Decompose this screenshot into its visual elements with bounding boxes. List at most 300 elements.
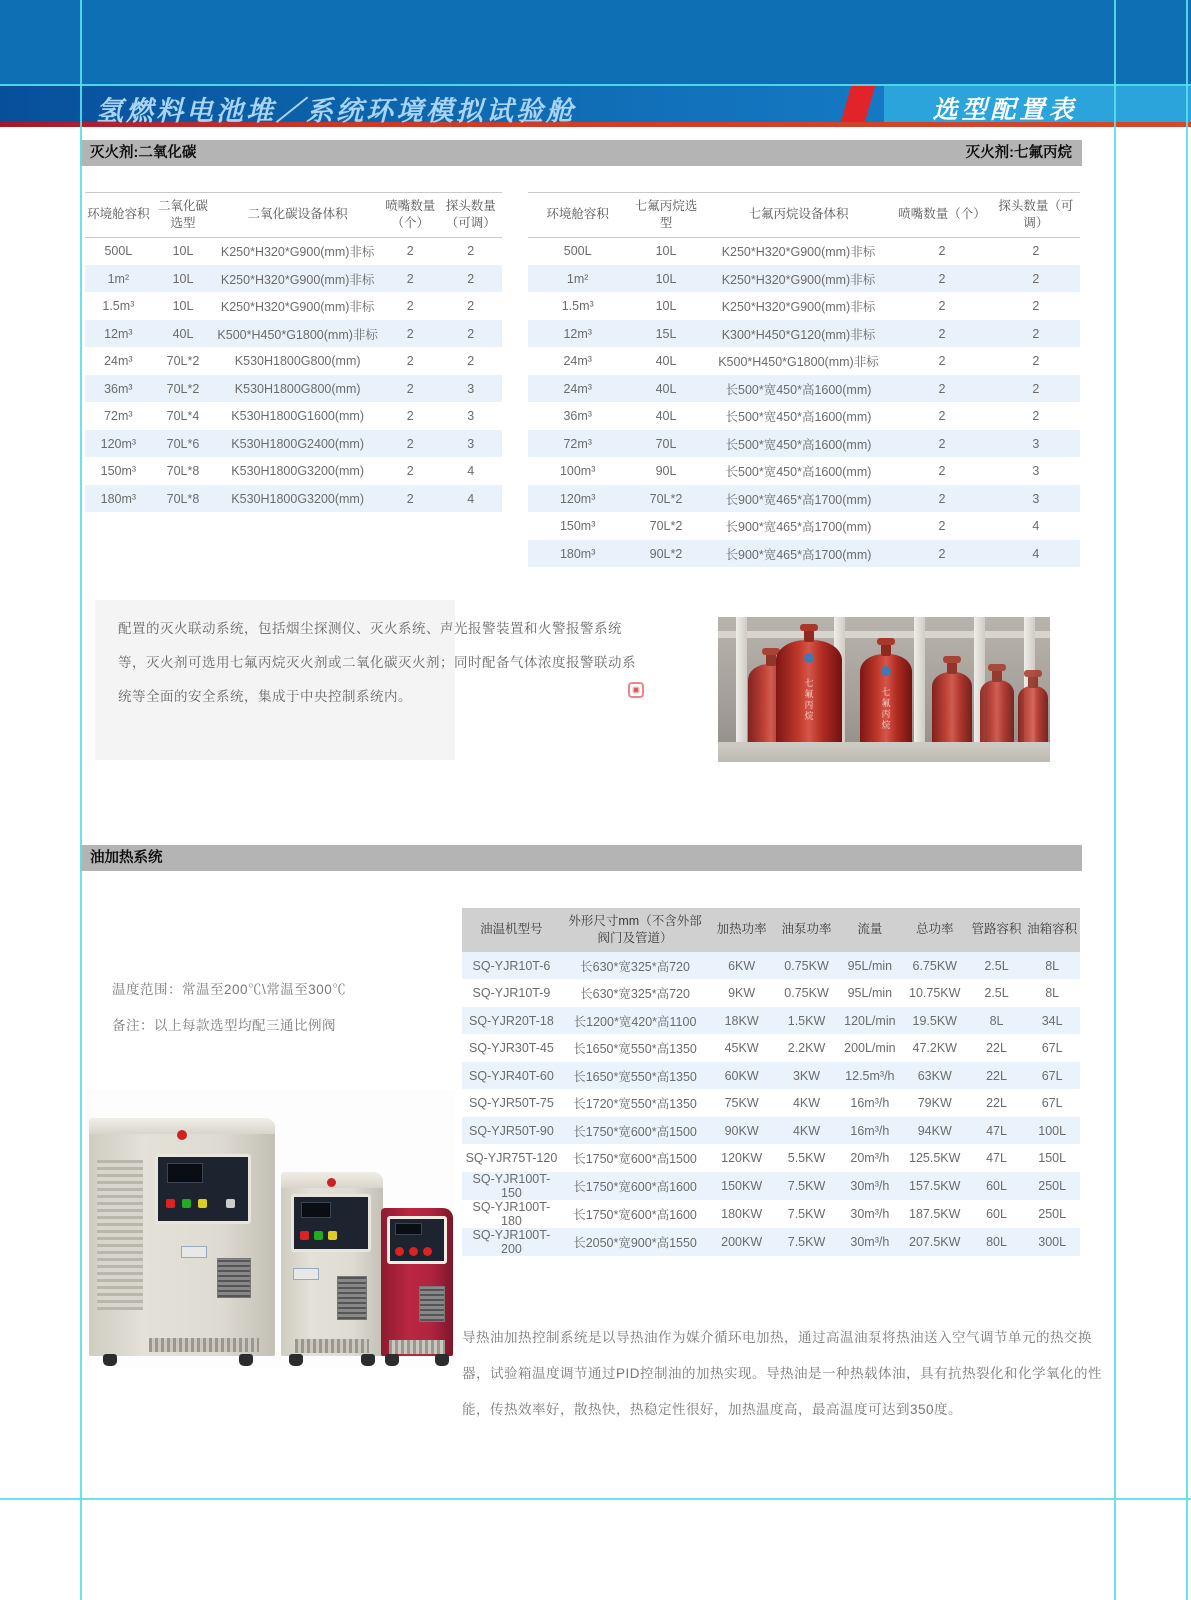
table-cell: 125.5KW xyxy=(909,1151,961,1165)
table-cell: 2 xyxy=(467,354,475,368)
cylinder-label: 七氟丙烷 xyxy=(880,687,891,732)
table-cell: SQ-YJR10T-9 xyxy=(472,986,551,1000)
table-cell: 0.75KW xyxy=(784,986,829,1000)
table-cell: 9KW xyxy=(728,986,756,1000)
table-row xyxy=(85,457,502,485)
table-cell: 长1750*宽600*高1500 xyxy=(573,1152,697,1166)
table-cell: 95L/min xyxy=(847,958,893,973)
table-cell: 10L xyxy=(172,271,194,286)
gas-cylinder-front xyxy=(860,654,912,752)
table-cell: 长1750*宽600*高1500 xyxy=(573,1124,697,1139)
table-cell: 40L xyxy=(655,381,677,396)
machine-badge xyxy=(181,1246,207,1258)
gas-cylinder xyxy=(932,672,972,752)
column-header: 油泵功率 xyxy=(774,908,839,952)
table-cell: 30m³/h xyxy=(850,1206,890,1221)
co2-table xyxy=(85,192,502,512)
table-cell: 20m³/h xyxy=(850,1151,890,1165)
table-row xyxy=(462,1034,1080,1062)
table-cell: 12m³ xyxy=(563,326,592,341)
table-cell: K250*H320*G900(mm)非标 xyxy=(721,300,876,314)
table-cell: 长500*宽450*高1600(mm) xyxy=(725,437,872,452)
table-cell: 长500*宽450*高1600(mm) xyxy=(725,465,872,479)
table-cell: 3 xyxy=(1032,491,1040,506)
table-cell: 36m³ xyxy=(563,409,592,423)
table-cell: 100m³ xyxy=(559,464,596,478)
column-header: 加热功率 xyxy=(709,908,774,952)
table-cell: 1.5KW xyxy=(787,1013,826,1028)
table-cell: 2 xyxy=(1032,409,1040,423)
table-row xyxy=(85,430,502,458)
table-cell: 2 xyxy=(938,491,946,506)
table-cell: 80L xyxy=(986,1234,1007,1249)
table-row xyxy=(462,979,1080,1007)
table-row xyxy=(528,402,1080,430)
table-cell: 40L xyxy=(172,326,194,341)
table-cell: 10L xyxy=(655,244,677,259)
table-cell: 2 xyxy=(406,354,414,368)
table-cell: 72m³ xyxy=(104,409,133,423)
table-row xyxy=(462,1089,1080,1117)
table-row xyxy=(462,1200,1080,1228)
table-cell: 500L xyxy=(104,244,133,259)
wheel xyxy=(385,1354,399,1366)
table-cell: 2 xyxy=(938,436,946,451)
table-cell: 10L xyxy=(655,299,677,313)
oil-temp-range: 温度范围：常温至200℃\常温至300℃ xyxy=(112,982,347,997)
oil-bar-label: 油加热系统 xyxy=(90,850,163,866)
table-cell: K530H1800G800(mm) xyxy=(234,381,361,396)
table-cell: SQ-YJR20T-18 xyxy=(469,1013,554,1028)
table-cell: SQ-YJR50T-90 xyxy=(469,1123,554,1138)
table-cell: 2 xyxy=(938,244,946,259)
column-header: 环境舱容积 xyxy=(528,193,627,238)
brand-logo-icon xyxy=(881,666,891,676)
wheel xyxy=(239,1354,253,1366)
side-vent xyxy=(217,1258,251,1298)
control-panel xyxy=(155,1154,251,1224)
table-cell: 150KW xyxy=(721,1178,763,1193)
top-banner xyxy=(0,0,1191,86)
table-cell: 75KW xyxy=(724,1096,759,1110)
table-cell: 6KW xyxy=(728,958,756,973)
table-cell: 10.75KW xyxy=(909,986,961,1000)
table-cell: 2 xyxy=(406,381,414,396)
cylinder-label: 七氟丙烷 xyxy=(803,678,814,723)
column-header: 探头数量（可调） xyxy=(439,193,502,238)
table-cell: 70L*8 xyxy=(166,464,200,478)
table-cell: 2 xyxy=(938,519,946,533)
bottom-grill xyxy=(149,1338,259,1352)
table-cell: 47L xyxy=(986,1123,1007,1138)
table-cell: 2.5L xyxy=(984,958,1009,973)
wheel xyxy=(103,1354,117,1366)
oil-heater-large xyxy=(89,1118,275,1366)
table-cell: 60KW xyxy=(724,1068,759,1083)
table-cell: K250*H320*G900(mm)非标 xyxy=(220,272,375,287)
table-cell: 90L*2 xyxy=(649,546,683,561)
table-cell: 10L xyxy=(655,271,677,286)
panel-button-red xyxy=(166,1199,175,1208)
bottom-grill xyxy=(295,1339,369,1353)
table-cell: 1.5m³ xyxy=(561,299,594,313)
table-cell: 300L xyxy=(1038,1234,1067,1249)
table-cell: 4 xyxy=(467,464,475,478)
table-cell: 8L xyxy=(1045,958,1060,973)
table-cell: 6.75KW xyxy=(912,958,957,973)
side-vent xyxy=(337,1276,367,1320)
table-cell: 90KW xyxy=(724,1123,759,1138)
fire-bar-left-label: 灭火剂:二氧化碳 xyxy=(90,145,197,161)
table-cell: 45KW xyxy=(724,1041,759,1055)
table-cell: 180m³ xyxy=(559,546,596,561)
table-cell: 2 xyxy=(1032,326,1040,341)
table-cell: 3 xyxy=(467,381,475,396)
gas-cylinder-front xyxy=(776,640,842,752)
table-cell: 长900*宽465*高1700(mm) xyxy=(725,520,872,534)
table-cell: 8L xyxy=(1045,986,1060,1000)
table-cell: 157.5KW xyxy=(909,1178,961,1193)
column-header: 探头数量（可调） xyxy=(992,193,1080,238)
table-cell: K530H1800G2400(mm) xyxy=(231,436,365,451)
fire-system-description: 配置的灭火联动系统，包括烟尘探测仪、灭火系统、声光报警装置和火警报警系统等，灭火剂可选用七氟丙烷灭火剂或二氧化碳灭火剂；同时配备气体浓度报警联动系统等全面的安全系统，集成于中央控制系统内。 xyxy=(118,621,636,704)
table-cell: 24m³ xyxy=(563,354,592,368)
table-cell: 3KW xyxy=(792,1068,821,1083)
table-cell: 长1720*宽550*高1350 xyxy=(573,1097,697,1111)
panel-screen xyxy=(301,1202,331,1218)
table-cell: 200KW xyxy=(721,1234,763,1249)
oil-note: 备注：以上每款选型均配三通比例阀 xyxy=(112,1018,336,1033)
table-cell: K530H1800G3200(mm) xyxy=(231,464,365,478)
table-cell: 120m³ xyxy=(559,491,596,506)
table-cell: 3 xyxy=(1032,464,1040,478)
column-header: 流量 xyxy=(839,908,901,952)
table-cell: 18KW xyxy=(724,1013,759,1028)
table-cell: SQ-YJR10T-6 xyxy=(472,958,551,973)
table-cell: 94KW xyxy=(917,1123,952,1138)
table-cell: 10L xyxy=(172,299,194,313)
column-header: 外形尺寸mm（不含外部阀门及管道） xyxy=(561,908,709,952)
table-cell: 长630*宽325*高720 xyxy=(580,987,690,1001)
guide-line-vertical xyxy=(1186,0,1188,1600)
table-cell: 2 xyxy=(406,326,414,341)
table-cell: 2 xyxy=(467,299,475,313)
table-cell: 16m³/h xyxy=(850,1123,890,1138)
table-cell: 60L xyxy=(986,1178,1007,1193)
table-cell: 2 xyxy=(938,326,946,341)
column-header: 七氟丙烷设备体积 xyxy=(705,193,893,238)
table-cell: 19.5KW xyxy=(912,1013,957,1028)
table-cell: 250L xyxy=(1038,1178,1067,1193)
table-cell: 4KW xyxy=(792,1096,821,1110)
table-cell: 2 xyxy=(406,409,414,423)
table-cell: 40L xyxy=(655,409,677,423)
table-cell: 180m³ xyxy=(100,491,137,506)
fire-bar-right-label: 灭火剂:七氟丙烷 xyxy=(965,145,1072,161)
table-cell: 0.75KW xyxy=(784,958,829,973)
table-cell: K250*H320*G900(mm)非标 xyxy=(220,245,375,260)
table-cell: 120KW xyxy=(721,1151,763,1165)
table-cell: SQ-YJR100T-180 xyxy=(472,1199,551,1228)
table-cell: 2 xyxy=(938,546,946,561)
table-cell: 12m³ xyxy=(104,326,133,341)
table-cell: 长1750*宽600*高1600 xyxy=(573,1207,697,1222)
table-cell: 2 xyxy=(406,299,414,313)
red-seal-icon xyxy=(628,682,644,698)
table-cell: 长1750*宽600*高1600 xyxy=(573,1179,697,1194)
table-row xyxy=(528,540,1080,568)
table-cell: 7.5KW xyxy=(787,1206,826,1221)
table-cell: 70L*2 xyxy=(166,381,200,396)
table-cell: 3 xyxy=(467,436,475,451)
column-header: 管路容积 xyxy=(969,908,1025,952)
panel-button-red xyxy=(409,1247,418,1256)
table-row xyxy=(85,237,502,265)
table-cell: SQ-YJR40T-60 xyxy=(469,1068,554,1083)
table-cell: 47.2KW xyxy=(912,1041,957,1055)
control-panel xyxy=(291,1194,371,1252)
table-cell: 2 xyxy=(938,381,946,396)
table-cell: 长900*宽465*高1700(mm) xyxy=(725,547,872,562)
table-cell: 72m³ xyxy=(563,436,592,451)
wheel xyxy=(435,1354,449,1366)
table-cell: 8L xyxy=(989,1013,1004,1028)
power-indicator xyxy=(177,1130,187,1140)
table-row xyxy=(528,347,1080,375)
panel-button-red xyxy=(395,1247,404,1256)
oil-heater-table xyxy=(462,908,1080,1256)
guide-line-vertical xyxy=(80,0,82,1600)
table-cell: 70L xyxy=(655,436,677,451)
table-cell: 67L xyxy=(1041,1041,1063,1055)
table-cell: K530H1800G1600(mm) xyxy=(231,409,365,423)
table-cell: 63KW xyxy=(917,1068,952,1083)
column-header: 喷嘴数量（个） xyxy=(381,193,439,238)
fire-suppression-photo xyxy=(718,617,1050,762)
table-row xyxy=(462,1007,1080,1035)
panel-button-green xyxy=(314,1231,323,1240)
table-cell: 5.5KW xyxy=(787,1151,826,1165)
panel-button-red xyxy=(423,1247,432,1256)
table-cell: 2 xyxy=(1032,354,1040,368)
table-row xyxy=(528,430,1080,458)
table-cell: 120L/min xyxy=(844,1013,896,1028)
table-cell: 30m³/h xyxy=(850,1234,890,1249)
table-row xyxy=(528,457,1080,485)
hfc-table xyxy=(528,192,1080,567)
oil-system-description: 导热油加热控制系统是以导热油作为媒介循环电加热，通过高温油泵将热油送入空气调节单元的热交换器，试验箱温度调节通过PID控制油的加热实现。导热油是一种热载体油，具有抗热裂化和化学氧化的性能，传热效率好，散热快，热稳定性很好，加热温度高，最高温度可达到350度。 xyxy=(462,1330,1103,1417)
panel-button-gray xyxy=(226,1199,235,1208)
oil-heater-small xyxy=(381,1208,453,1366)
table-row xyxy=(85,375,502,403)
panel-screen xyxy=(167,1163,203,1182)
table-cell: 70L*8 xyxy=(166,491,200,506)
table-cell: 187.5KW xyxy=(909,1206,961,1221)
table-row xyxy=(528,320,1080,348)
page-badge: 选型配置表 xyxy=(932,97,1078,124)
column-header: 七氟丙烷选型 xyxy=(627,193,704,238)
wheel xyxy=(361,1354,375,1366)
panel-button-green xyxy=(182,1199,191,1208)
column-header: 油温机型号 xyxy=(462,908,561,952)
table-cell: 70L*2 xyxy=(166,354,200,368)
table-cell: 2 xyxy=(1032,299,1040,313)
table-cell: 24m³ xyxy=(104,354,133,368)
table-cell: 24m³ xyxy=(563,381,592,396)
guide-line-horizontal xyxy=(0,1498,1191,1500)
oil-section-bar xyxy=(80,845,1082,871)
table-cell: 2 xyxy=(938,409,946,423)
column-header: 二氧化碳选型 xyxy=(152,193,215,238)
table-cell: 60L xyxy=(986,1206,1007,1221)
table-cell: 30m³/h xyxy=(850,1178,890,1193)
table-cell: 长1650*宽550*高1350 xyxy=(573,1069,697,1084)
table-cell: SQ-YJR100T-150 xyxy=(472,1171,551,1200)
control-panel xyxy=(387,1216,447,1264)
table-cell: 67L xyxy=(1041,1096,1063,1110)
table-cell: K500*H450*G1800(mm)非标 xyxy=(718,355,879,369)
fire-section-bar xyxy=(80,140,1082,166)
table-cell: 95L/min xyxy=(847,986,893,1000)
table-cell: 2 xyxy=(406,491,414,506)
table-row xyxy=(528,485,1080,513)
table-cell: 200L/min xyxy=(844,1041,896,1055)
table-row xyxy=(462,1172,1080,1200)
side-vent xyxy=(419,1286,445,1322)
page-title: 氢燃料电池堆／系统环境模拟试验舱 xyxy=(96,96,576,126)
rack-post xyxy=(914,617,925,754)
table-cell: 3 xyxy=(1032,436,1040,451)
table-row xyxy=(528,237,1080,265)
table-row xyxy=(85,485,502,513)
table-cell: 70L*2 xyxy=(649,519,683,533)
panel-button-yellow xyxy=(198,1199,207,1208)
table-row xyxy=(528,512,1080,540)
table-header-row xyxy=(85,193,502,238)
table-cell: 2 xyxy=(467,271,475,286)
table-cell: 2 xyxy=(938,271,946,286)
column-header: 环境舱容积 xyxy=(85,193,152,238)
table-cell: 长900*宽465*高1700(mm) xyxy=(725,492,872,507)
table-cell: 7.5KW xyxy=(787,1178,826,1193)
table-row xyxy=(85,402,502,430)
table-cell: 70L*6 xyxy=(166,436,200,451)
oil-heater-medium xyxy=(281,1172,383,1366)
table-cell: 22L xyxy=(986,1041,1007,1055)
table-cell: 2 xyxy=(1032,271,1040,286)
table-row xyxy=(85,292,502,320)
rack-beam xyxy=(718,631,1050,638)
guide-line-vertical xyxy=(1114,0,1116,1600)
table-cell: 120m³ xyxy=(100,436,137,451)
wheel xyxy=(289,1354,303,1366)
table-cell: K250*H320*G900(mm)非标 xyxy=(721,272,876,287)
table-cell: 2 xyxy=(938,464,946,478)
table-cell: 2 xyxy=(1032,381,1040,396)
table-cell: K530H1800G3200(mm) xyxy=(231,491,365,506)
oil-heater-photo xyxy=(85,1090,455,1368)
table-cell: 2 xyxy=(467,326,475,341)
table-cell: 2 xyxy=(406,464,414,478)
column-header: 总功率 xyxy=(901,908,969,952)
table-cell: 12.5m³/h xyxy=(845,1068,895,1083)
power-indicator xyxy=(327,1178,336,1187)
table-cell: 2 xyxy=(406,436,414,451)
table-cell: 2 xyxy=(406,244,414,259)
table-cell: K250*H320*G900(mm)非标 xyxy=(220,300,375,314)
table-row xyxy=(462,1144,1080,1172)
column-header: 油箱容积 xyxy=(1024,908,1080,952)
table-cell: K300*H450*G120(mm)非标 xyxy=(721,327,876,342)
rack-post xyxy=(736,617,747,754)
table-cell: 250L xyxy=(1038,1206,1067,1221)
bottom-grill xyxy=(389,1340,445,1354)
table-cell: K530H1800G800(mm) xyxy=(234,354,361,368)
table-cell: 500L xyxy=(563,244,592,259)
table-cell: 4 xyxy=(1032,546,1040,561)
table-cell: 长1200*宽420*高1100 xyxy=(573,1014,697,1029)
table-cell: 4 xyxy=(467,491,475,506)
table-cell: 3 xyxy=(467,409,475,423)
table-cell: K250*H320*G900(mm)非标 xyxy=(721,245,876,260)
table-row xyxy=(462,1062,1080,1090)
table-cell: 40L xyxy=(655,354,677,368)
table-cell: 长500*宽450*高1600(mm) xyxy=(725,410,872,424)
table-cell: 2 xyxy=(1032,244,1040,259)
table-cell: 2 xyxy=(406,271,414,286)
table-row xyxy=(85,320,502,348)
table-cell: 2 xyxy=(938,354,946,368)
table-cell: 2 xyxy=(467,244,475,259)
table-row xyxy=(462,1117,1080,1145)
table-cell: 长2050*宽900*高1550 xyxy=(573,1235,697,1250)
table-cell: 长630*宽325*高720 xyxy=(580,959,690,974)
table-cell: 22L xyxy=(986,1068,1007,1083)
table-cell: 4KW xyxy=(792,1123,821,1138)
table-cell: K500*H450*G1800(mm)非标 xyxy=(217,327,378,342)
machine-vents xyxy=(97,1160,143,1310)
table-cell: 长500*宽450*高1600(mm) xyxy=(725,382,872,397)
table-cell: 1m² xyxy=(566,271,589,286)
brand-logo-icon xyxy=(804,653,814,663)
table-cell: 16m³/h xyxy=(850,1096,890,1110)
table-cell: 70L*2 xyxy=(649,491,683,506)
table-cell: 15L xyxy=(655,326,677,341)
table-cell: 2.5L xyxy=(984,986,1009,1000)
guide-line-horizontal xyxy=(0,84,1191,86)
table-row xyxy=(462,952,1080,980)
table-cell: 47L xyxy=(986,1151,1007,1165)
table-cell: 150m³ xyxy=(100,464,137,478)
table-cell: 2.2KW xyxy=(787,1041,826,1055)
column-header: 二氧化碳设备体积 xyxy=(214,193,381,238)
table-cell: 36m³ xyxy=(104,381,133,396)
table-cell: 180KW xyxy=(721,1206,763,1221)
column-header: 喷嘴数量（个） xyxy=(892,193,991,238)
table-cell: 长1650*宽550*高1350 xyxy=(573,1042,697,1056)
table-row xyxy=(528,375,1080,403)
table-cell: SQ-YJR75T-120 xyxy=(465,1151,558,1165)
table-cell: 90L xyxy=(655,464,677,478)
table-cell: 34L xyxy=(1041,1013,1063,1028)
table-cell: 1m² xyxy=(107,271,130,286)
table-cell: 150L xyxy=(1038,1151,1067,1165)
panel-button-red xyxy=(300,1231,309,1240)
table-cell: 100L xyxy=(1038,1123,1067,1138)
table-cell: 22L xyxy=(986,1096,1007,1110)
table-cell: 1.5m³ xyxy=(102,299,135,313)
table-cell: 79KW xyxy=(917,1096,952,1110)
